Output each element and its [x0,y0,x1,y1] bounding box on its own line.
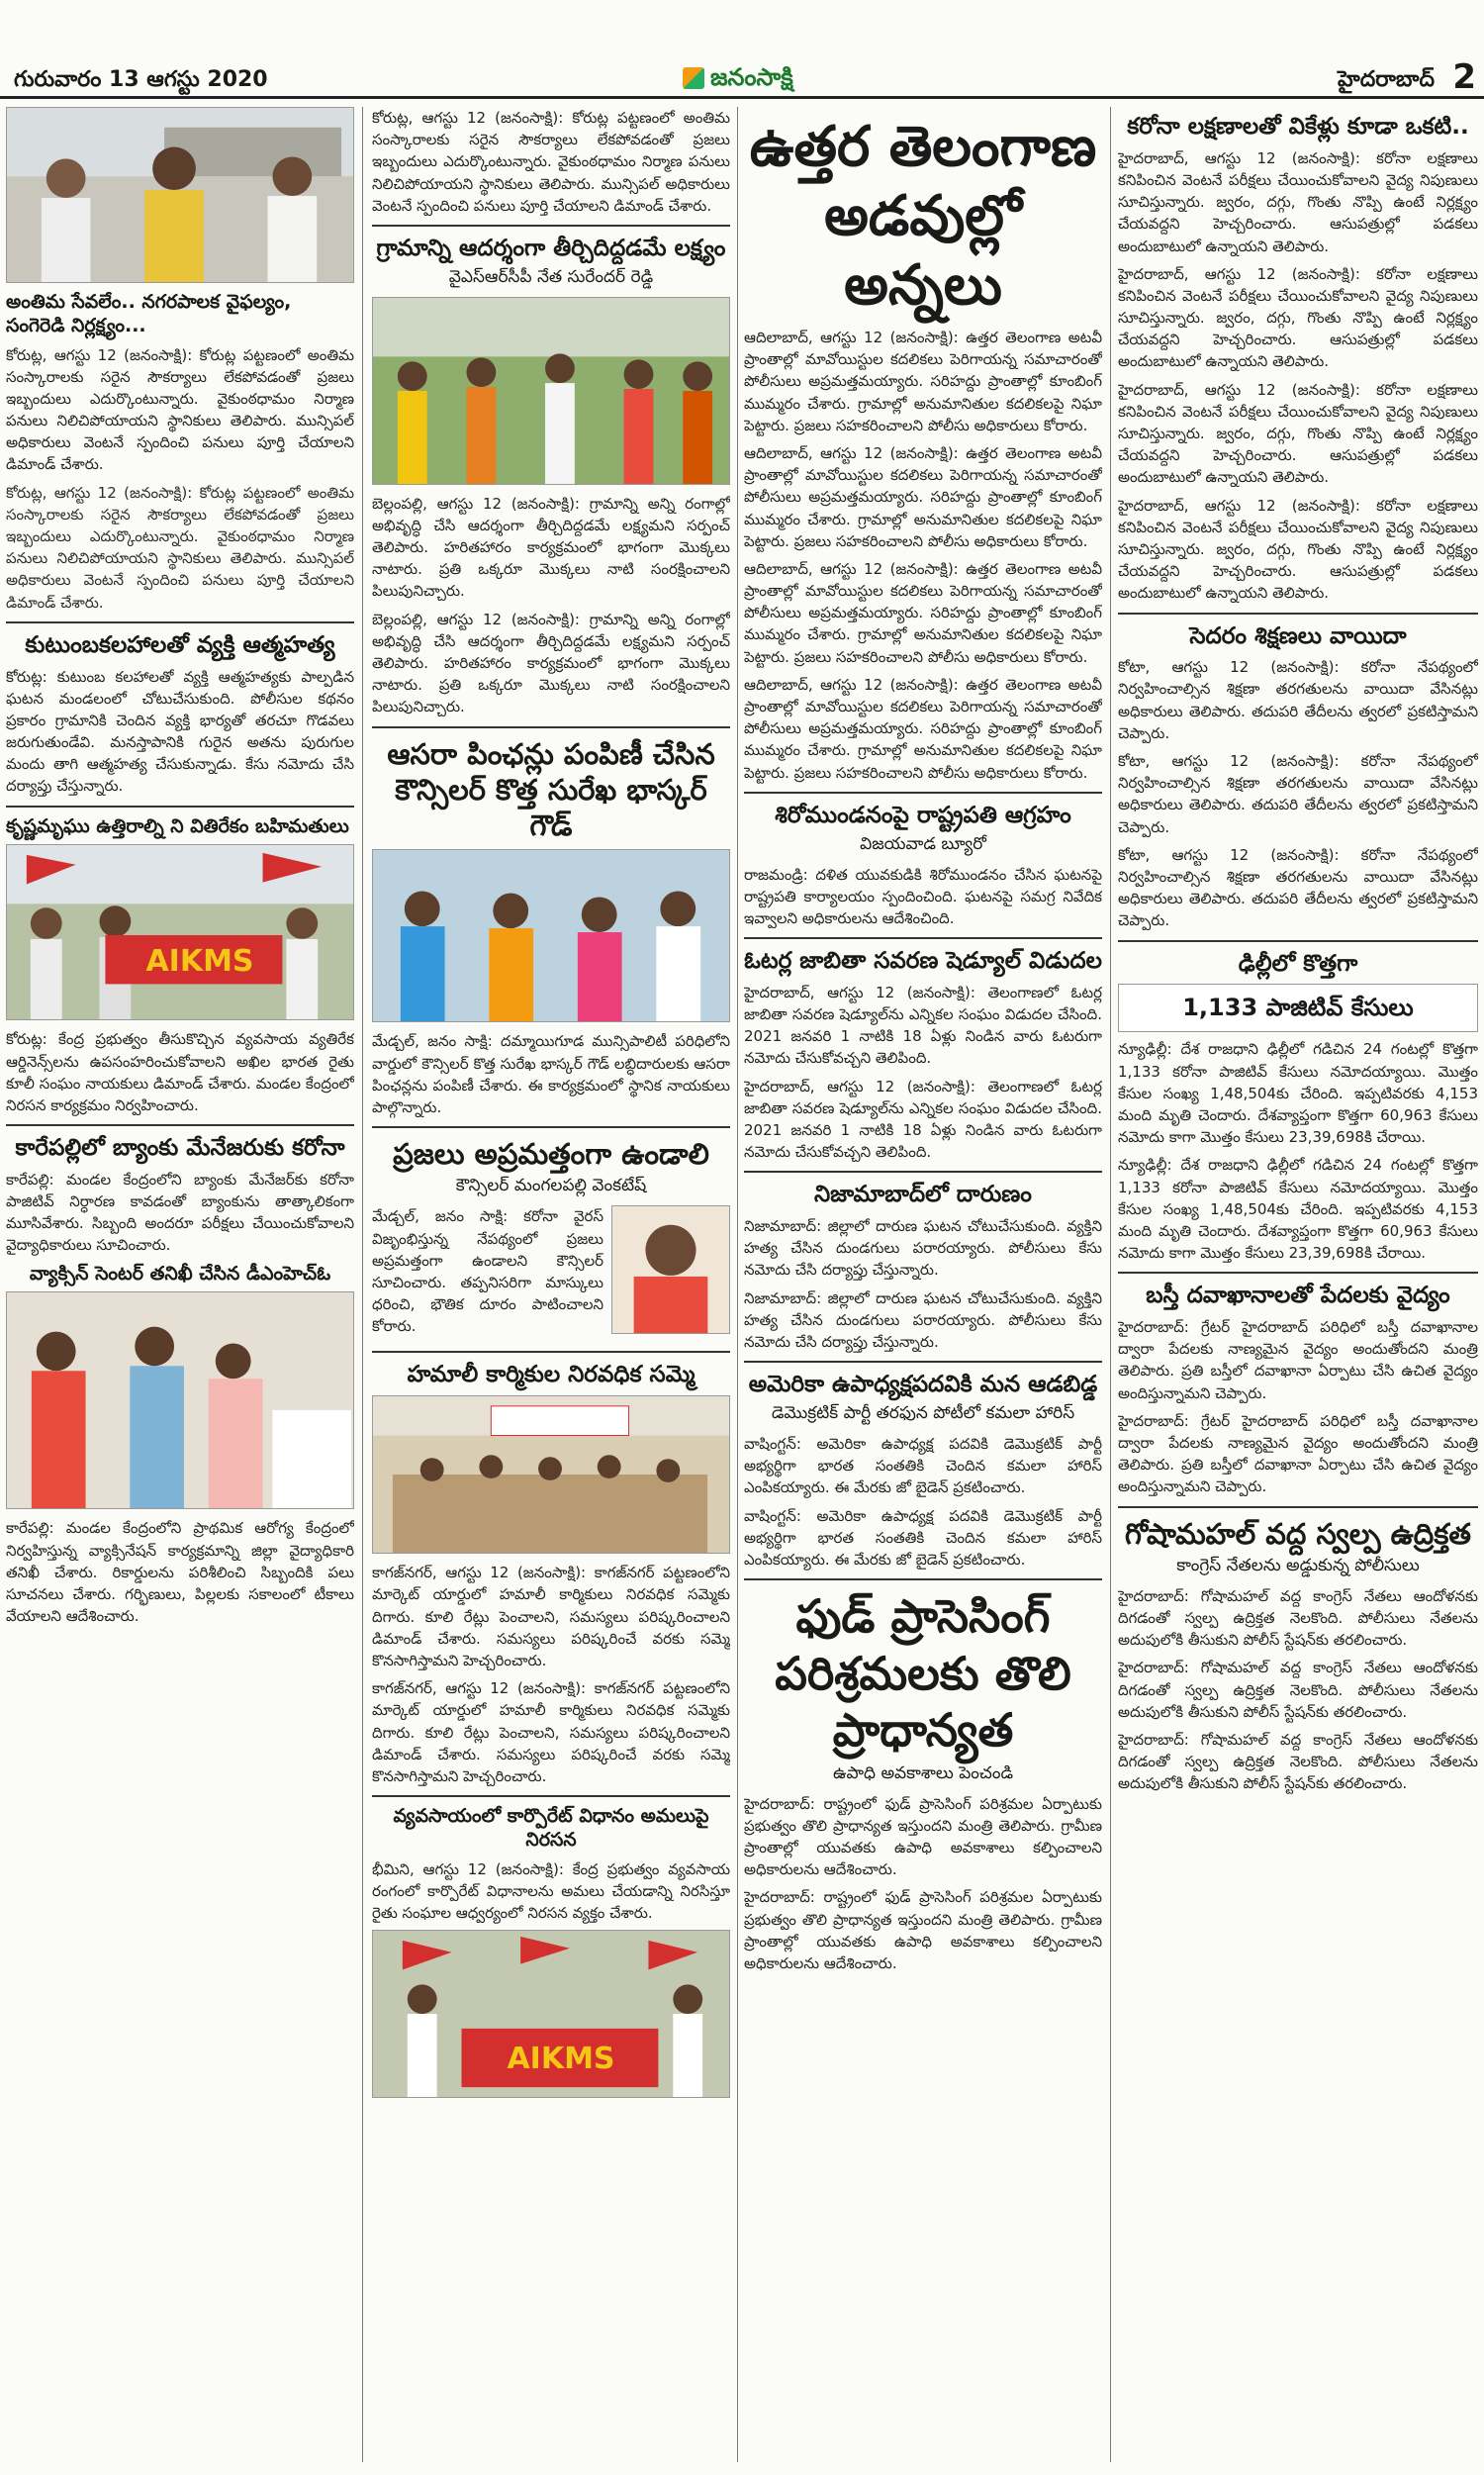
headline: కుటుంబకలహాలతో వ్యక్తి ఆత్మహత్య [25,631,335,658]
headline: సెదరం శిక్షణలు వాయిదా [1189,622,1407,649]
article-body: కోరుట్ల, ఆగస్టు 12 (జనంసాక్షి): కోరుట్ల పట్టణంలో అంతిమ సంస్కారాలకు సరైన సౌకర్యాలు లేకపోవడంతో ప్రజలు ఇబ్బందులు ఎదుర్కొంటున్నారు. వైకుంఠధామం నిర్మాణ పనులు నిలిచిపోయాయని స్థానికులు తెలిపారు. మున్సిపల్ అధికారులు వెంటనే స్పందించి పనులు పూర్తి చేయాలని డిమాండ్ చేశారు. [6,483,354,612]
headline: ఓటర్ల జాబితా సవరణ షెడ్యూల్ విడుదల [744,948,1102,975]
photo-aikms-protest [6,844,354,1020]
headline: వ్యవసాయంలో కార్పొరేట్ విధానం అమలుపై నిరసన [393,1805,709,1851]
headline: హమాలీ కార్మికుల నిరవధిక సమ్మె [407,1362,696,1388]
aikms-banner: AIKMS [507,2042,615,2077]
photo-aikms-farmers [372,1930,730,2098]
column-2 [372,107,730,2462]
article-body: న్యూఢిల్లీ: దేశ రాజధాని ఢిల్లీలో గడిచిన 24 గంటల్లో కొత్తగా 1,133 కరోనా పాజిటివ్ కేసులు నమోదయ్యాయి. మొత్తం కేసుల సంఖ్య 1,48,504కు చేరింది. ఇప్పటివరకు 4,153 మంది మృతి చెందారు. దేశవ్యాప్తంగా కొత్తగా 60,963 కేసులు నమోదు కాగా మొత్తం కేసులు 23,39,698కి చేరాయి. [1118,1156,1478,1263]
headline: ఆసరా పింఛన్లు పంపిణీ చేసిన కౌన్సిలర్ కొత్త సురేఖ భాస్కర్ గౌడ్ [387,736,715,843]
article-body: ఆదిలాబాద్, ఆగస్టు 12 (జనంసాక్షి): ఉత్తర తెలంగాణ అటవీ ప్రాంతాల్లో మావోయిస్టుల కదలికలు పెరిగాయన్న సమాచారంతో పోలీసులు అప్రమత్తమయ్యారు. సరిహద్దు ప్రాంతాల్లో కూంబింగ్ ముమ్మరం చేశారు. గ్రామాల్లో అనుమానితుల కదలికలపై నిఘా పెట్టారు. ప్రజలు సహకరించాలని పోలీసు అధికారులు కోరారు. [744,443,1102,550]
column-1 [6,107,354,2462]
divider [1118,1272,1478,1274]
article-body: కోరుట్ల, ఆగస్టు 12 (జనంసాక్షి): కోరుట్ల పట్టణంలో అంతిమ సంస్కారాలకు సరైన సౌకర్యాలు లేకపోవడంతో ప్రజలు ఇబ్బందులు ఎదుర్కొంటున్నారు. వైకుంఠధామం నిర్మాణ పనులు నిలిచిపోయాయని స్థానికులు తెలిపారు. మున్సిపల్ అధికారులు వెంటనే స్పందించి పనులు పూర్తి చేయాలని డిమాండ్ చేశారు. [6,345,354,474]
photo-pension-distribution [372,849,730,1022]
article-body: నిజామాబాద్: జిల్లాలో దారుణ ఘటన చోటుచేసుకుంది. వ్యక్తిని హత్య చేసిన దుండగులు పరారయ్యారు. పోలీసులు కేసు నమోదు చేసి దర్యాప్తు చేస్తున్నారు. [744,1217,1102,1280]
masthead [0,0,1484,99]
article-body: హైదరాబాద్: రాష్ట్రంలో ఫుడ్ ప్రాసెసింగ్ పరిశ్రమల ఏర్పాటుకు ప్రభుత్వం తొలి ప్రాధాన్యత ఇస్తుందని మంత్రి తెలిపారు. గ్రామీణ ప్రాంతాల్లో యువతకు ఉపాధి అవకాశాలు కల్పించాలని అధికారులను ఆదేశించారు. [744,1794,1102,1879]
headline: అమెరికా ఉపాధ్యక్షపదవికి మన ఆడబిడ్డ [748,1372,1098,1398]
article-body: కోరుట్ల: కుటుంబ కలహాలతో వ్యక్తి ఆత్మహత్యకు పాల్పడిన ఘటన మండలంలో చోటుచేసుకుంది. పోలీసుల కథనం ప్రకారం గ్రామానికి చెందిన వ్యక్తి భార్యతో తరచూ గొడవలు జరుగుతుండేవి. మనస్తాపానికి గురైన అతను పురుగుల మందు తాగి ఆత్మహత్య చేసుకున్నాడు. కేసు నమోదు చేసి దర్యాప్తు చేస్తున్నారు. [6,667,354,796]
article-body: కోటా, ఆగస్టు 12 (జనంసాక్షి): కరోనా నేపథ్యంలో నిర్వహించాల్సిన శిక్షణా తరగతులను వాయిదా వేసినట్లు అధికారులు తెలిపారు. తదుపరి తేదీలను త్వరలో ప్రకటిస్తామని చెప్పారు. [1118,752,1478,836]
headline: కృష్ణమృఘు ఉత్తిరాల్ని ని వితిరేకం బహిమతులు [6,814,349,837]
article-body: హైదరాబాద్, ఆగస్టు 12 (జనంసాక్షి): కరోనా లక్షణాలు కనిపించిన వెంటనే పరీక్షలు చేయించుకోవాలని వైద్య నిపుణులు సూచిస్తున్నారు. జ్వరం, దగ్గు, గొంతు నొప్పి ఉంటే నిర్లక్ష్యం చేయవద్దని హెచ్చరించారు. ఆసుపత్రుల్లో పడకలు అందుబాటులో ఉన్నాయని తెలిపారు. [1118,380,1478,487]
column-4 [1118,107,1478,2462]
headline-large: ఫుడ్ ప్రాసెసింగ్ పరిశ్రమలకు తొలి ప్రాధాన్యత [775,1589,1071,1758]
article-body: హైదరాబాద్, ఆగస్టు 12 (జనంసాక్షి): కరోనా లక్షణాలు కనిపించిన వెంటనే పరీక్షలు చేయించుకోవాలని వైద్య నిపుణులు సూచిస్తున్నారు. జ్వరం, దగ్గు, గొంతు నొప్పి ఉంటే నిర్లక్ష్యం చేయవద్దని హెచ్చరించారు. ఆసుపత్రుల్లో పడకలు అందుబాటులో ఉన్నాయని తెలిపారు. [1118,264,1478,371]
subheadline: కౌన్సిలర్ మంగలపల్లి వెంకటేష్ [455,1176,647,1196]
photo-hamali-strike [372,1395,730,1554]
headline: వ్యాక్సిన్ సెంటర్ తనిఖీ చేసిన డీఎంహెచ్ఓ [29,1262,331,1285]
article-body: హైదరాబాద్: గ్రేటర్ హైదరాబాద్ పరిధిలో బస్తీ దవాఖానాల ద్వారా పేదలకు నాణ్యమైన వైద్యం అందుతోందని మంత్రి తెలిపారు. ప్రతి బస్తీలో దవాఖానా ఏర్పాటు చేసి ఉచిత వైద్యం అందిస్తున్నామని చెప్పారు. [1118,1411,1478,1496]
edition-city: హైదరాబాద్ [1338,67,1435,92]
headline: ప్రజలు అప్రమత్తంగా ఉండాలి [393,1137,709,1172]
article-body: కారేపల్లి: మండల కేంద్రంలోని ప్రాథమిక ఆరోగ్య కేంద్రంలో నిర్వహిస్తున్న వ్యాక్సినేషన్ కార్యక్రమాన్ని జిల్లా వైద్యాధికారి తనిఖీ చేశారు. రికార్డులను పరిశీలించి సిబ్బందికి పలు సూచనలు చేశారు. గర్భిణులు, పిల్లలకు సకాలంలో టీకాలు వేయాలని ఆదేశించారు. [6,1519,354,1626]
article-body: హైదరాబాద్, ఆగస్టు 12 (జనంసాక్షి): తెలంగాణలో ఓటర్ల జాబితా సవరణ షెడ్యూల్‌ను ఎన్నికల సంఘం విడుదల చేసింది. 2021 జనవరి 1 నాటికి 18 ఏళ్లు నిండిన వారు ఓటరుగా నమోదు చేసుకోవచ్చని తెలిపింది. [744,1077,1102,1162]
article-body: కారేపల్లి: మండల కేంద్రంలోని బ్యాంకు మేనేజర్‌కు కరోనా పాజిటివ్ నిర్ధారణ కావడంతో బ్యాంకును తాత్కాలికంగా మూసివేశారు. సిబ్బంది అందరూ పరీక్షలు చేయించుకోవాలని వైద్యాధికారులు సూచించారు. [6,1170,354,1255]
column-rule [737,107,738,2462]
divider [1118,940,1478,942]
article-body: మేడ్చల్, జనం సాక్షి: కరోనా వైరస్ విజృంభిస్తున్న నేపథ్యంలో ప్రజలు అప్రమత్తంగా ఉండాలని కౌన్సిలర్ సూచించారు. తప్పనిసరిగా మాస్కులు ధరించి, భౌతిక దూరం పాటించాలని కోరారు. [372,1207,603,1336]
article-body: మేడ్చల్, జనం సాక్షి: దమ్మాయిగూడ మున్సిపాలిటీ పరిధిలోని వార్డులో కౌన్సిలర్ కొత్త సురేఖ భాస్కర్ గౌడ్ లబ్ధిదారులకు ఆసరా పింఛన్లను పంపిణీ చేశారు. ఈ కార్యక్రమంలో స్థానిక నాయకులు పాల్గొన్నారు. [372,1032,730,1116]
photo-officials-at-site [6,107,354,283]
headline: నిజామాబాద్‌లో దారుణం [814,1182,1032,1208]
divider [744,792,1102,794]
aikms-banner: AIKMS [145,944,254,980]
headline: గోషామహల్ వద్ద స్వల్ప ఉద్రిక్తత [1125,1516,1471,1551]
divider [6,806,354,808]
logo-icon [683,67,704,89]
headline: ఢిల్లీలో కొత్తగా [1238,950,1358,977]
article-body: న్యూఢిల్లీ: దేశ రాజధాని ఢిల్లీలో గడిచిన 24 గంటల్లో కొత్తగా 1,133 కరోనా పాజిటివ్ కేసులు నమోదయ్యాయి. మొత్తం కేసుల సంఖ్య 1,48,504కు చేరింది. ఇప్పటివరకు 4,153 మంది మృతి చెందారు. దేశవ్యాప్తంగా కొత్తగా 60,963 కేసులు నమోదు కాగా మొత్తం కేసులు 23,39,698కి చేరాయి. [1118,1040,1478,1147]
divider [372,1351,730,1353]
headline: కరోనా లక్షణాలతో వికేళ్లు కూడా ఒకటి.. [1127,114,1469,140]
divider [744,1578,1102,1580]
article-body: భీమిని, ఆగస్టు 12 (జనంసాక్షి): కేంద్ర ప్రభుత్వం వ్యవసాయ రంగంలో కార్పొరేట్ విధానాలను అమలు చేయడాన్ని నిరసిస్తూ రైతు సంఘాల ఆధ్వర్యంలో నిరసన వ్యక్తం చేశారు. [372,1859,730,1922]
article-body: బెల్లంపల్లి, ఆగస్టు 12 (జనంసాక్షి): గ్రామాన్ని అన్ని రంగాల్లో అభివృద్ధి చేసి ఆదర్శంగా తీర్చిదిద్దడమే లక్ష్యమని సర్పంచ్ తెలిపారు. హరితహారం కార్యక్రమంలో భాగంగా మొక్కలు నాటారు. ప్రతి ఒక్కరూ మొక్కలు నాటి సంరక్షించాలని పిలుపునిచ్చారు. [372,610,730,716]
article-body: హైదరాబాద్: రాష్ట్రంలో ఫుడ్ ప్రాసెసింగ్ పరిశ్రమల ఏర్పాటుకు ప్రభుత్వం తొలి ప్రాధాన్యత ఇస్తుందని మంత్రి తెలిపారు. గ్రామీణ ప్రాంతాల్లో యువతకు ఉపాధి అవకాశాలు కల్పించాలని అధికారులను ఆదేశించారు. [744,1888,1102,1972]
divider [372,1126,730,1128]
headline: శిరోముండనంపై రాష్ట్రపతి ఆగ్రహం [775,802,1071,828]
article-body: రాజమండ్రి: దళిత యువకుడికి శిరోముండనం చేసిన ఘటనపై రాష్ట్రపతి కార్యాలయం స్పందించింది. ఘటనపై సమగ్ర నివేదిక ఇవ్వాలని అధికారులను ఆదేశించింది. [744,865,1102,927]
photo-vaccination-center [6,1291,354,1509]
column-rule [1110,107,1111,2462]
headline: కారేపల్లిలో బ్యాంకు మేనేజరుకు కరోనా [15,1135,345,1162]
divider [1118,613,1478,615]
column-3 [744,107,1102,2462]
article-body: బెల్లంపల్లి, ఆగస్టు 12 (జనంసాక్షి): గ్రామాన్ని అన్ని రంగాల్లో అభివృద్ధి చేసి ఆదర్శంగా తీర్చిదిద్దడమే లక్ష్యమని సర్పంచ్ తెలిపారు. హరితహారం కార్యక్రమంలో భాగంగా మొక్కలు నాటారు. ప్రతి ఒక్కరూ మొక్కలు నాటి సంరక్షించాలని పిలుపునిచ్చారు. [372,494,730,601]
divider [6,621,354,623]
article-body: ఆదిలాబాద్, ఆగస్టు 12 (జనంసాక్షి): ఉత్తర తెలంగాణ అటవీ ప్రాంతాల్లో మావోయిస్టుల కదలికలు పెరిగాయన్న సమాచారంతో పోలీసులు అప్రమత్తమయ్యారు. సరిహద్దు ప్రాంతాల్లో కూంబింగ్ ముమ్మరం చేశారు. గ్రామాల్లో అనుమానితుల కదలికలపై నిఘా పెట్టారు. ప్రజలు సహకరించాలని పోలీసు అధికారులు కోరారు. [744,559,1102,666]
article-body: కోటా, ఆగస్టు 12 (జనంసాక్షి): కరోనా నేపథ్యంలో నిర్వహించాల్సిన శిక్షణా తరగతులను వాయిదా వేసినట్లు అధికారులు తెలిపారు. తదుపరి తేదీలను త్వరలో ప్రకటిస్తామని చెప్పారు. [1118,845,1478,930]
subheadline: ఉపాధి అవకాశాలు పెంచండి [832,1762,1014,1783]
divider [372,225,730,227]
divider [372,726,730,728]
page-number: 2 [1452,57,1476,97]
divider [744,1171,1102,1173]
photo-councillor-portrait [611,1205,730,1334]
article-body: కాగజ్‌నగర్, ఆగస్టు 12 (జనంసాక్షి): కాగజ్‌నగర్ పట్టణంలోని మార్కెట్ యార్డులో హమాలీ కార్మికులు నిరవధిక సమ్మెకు దిగారు. కూలి రేట్లు పెంచాలని, సమస్యలు పరిష్కరించాలని డిమాండ్ చేశారు. సమస్యలు పరిష్కరించే వరకు సమ్మె కొనసాగిస్తామని హెచ్చరించారు. [372,1679,730,1785]
divider [744,1361,1102,1363]
article-body: కోరుట్ల: కేంద్ర ప్రభుత్వం తీసుకొచ్చిన వ్యవసాయ వ్యతిరేక ఆర్డినెన్స్‌లను ఉపసంహరించుకోవాలని అఖిల భారత రైతు కూలీ సంఘం నాయకులు డిమాండ్ చేశారు. మండల కేంద్రంలో నిరసన కార్యక్రమం నిర్వహించారు. [6,1030,354,1114]
article-body: కోటా, ఆగస్టు 12 (జనంసాక్షి): కరోనా నేపథ్యంలో నిర్వహించాల్సిన శిక్షణా తరగతులను వాయిదా వేసినట్లు అధికారులు తెలిపారు. తదుపరి తేదీలను త్వరలో ప్రకటిస్తామని చెప్పారు. [1118,658,1478,742]
article-body: వాషింగ్టన్: అమెరికా ఉపాధ్యక్ష పదవికి డెమొక్రటిక్ పార్టీ అభ్యర్థిగా భారత సంతతికి చెందిన కమలా హారిస్ ఎంపికయ్యారు. ఈ మేరకు జో బైడెన్ ప్రకటించారు. [744,1434,1102,1497]
subheadline: కాంగ్రెస్ నేతలను అడ్డుకున్న పోలీసులు [1176,1555,1420,1575]
article-body: హైదరాబాద్: గ్రేటర్ హైదరాబాద్ పరిధిలో బస్తీ దవాఖానాల ద్వారా పేదలకు నాణ్యమైన వైద్యం అందుతోందని మంత్రి తెలిపారు. ప్రతి బస్తీలో దవాఖానా ఏర్పాటు చేసి ఉచిత వైద్యం అందిస్తున్నామని చెప్పారు. [1118,1318,1478,1402]
headline: గ్రామాన్ని ఆదర్శంగా తీర్చిదిద్దడమే లక్ష్యం [376,235,726,261]
article-body: హైదరాబాద్: గోషామహల్ వద్ద కాంగ్రెస్ నేతలు ఆందోళనకు దిగడంతో స్వల్ప ఉద్రిక్తత నెలకొంది. పోలీసులు నేతలను అదుపులోకి తీసుకుని పోలీస్ స్టేషన్‌కు తరలించారు. [1118,1586,1478,1650]
highlight-count: 1,133 పాజిటివ్ కేసులు [1118,984,1478,1032]
article-body: కోరుట్ల, ఆగస్టు 12 (జనంసాక్షి): కోరుట్ల పట్టణంలో అంతిమ సంస్కారాలకు సరైన సౌకర్యాలు లేకపోవడంతో ప్రజలు ఇబ్బందులు ఎదుర్కొంటున్నారు. వైకుంఠధామం నిర్మాణ పనులు నిలిచిపోయాయని స్థానికులు తెలిపారు. మున్సిపల్ అధికారులు వెంటనే స్పందించి పనులు పూర్తి చేయాలని డిమాండ్ చేశారు. [372,109,730,215]
article-body: హైదరాబాద్, ఆగస్టు 12 (జనంసాక్షి): తెలంగాణలో ఓటర్ల జాబితా సవరణ షెడ్యూల్‌ను ఎన్నికల సంఘం విడుదల చేసింది. 2021 జనవరి 1 నాటికి 18 ఏళ్లు నిండిన వారు ఓటరుగా నమోదు చేసుకోవచ్చని తెలిపింది. [744,983,1102,1068]
divider [372,1795,730,1797]
divider [6,1124,354,1126]
headline: అంతిమ సేవలేం.. నగరపాలక వైఫల్యం, సంగెరెడి నిర్లక్ష్యం... [6,291,292,336]
article-body: హైదరాబాద్, ఆగస్టు 12 (జనంసాక్షి): కరోనా లక్షణాలు కనిపించిన వెంటనే పరీక్షలు చేయించుకోవాలని వైద్య నిపుణులు సూచిస్తున్నారు. జ్వరం, దగ్గు, గొంతు నొప్పి ఉంటే నిర్లక్ష్యం చేయవద్దని హెచ్చరించారు. ఆసుపత్రుల్లో పడకలు అందుబాటులో ఉన్నాయని తెలిపారు. [1118,496,1478,603]
article-body: కాగజ్‌నగర్, ఆగస్టు 12 (జనంసాక్షి): కాగజ్‌నగర్ పట్టణంలోని మార్కెట్ యార్డులో హమాలీ కార్మికులు నిరవధిక సమ్మెకు దిగారు. కూలి రేట్లు పెంచాలని, సమస్యలు పరిష్కరించాలని డిమాండ్ చేశారు. సమస్యలు పరిష్కరించే వరకు సమ్మె కొనసాగిస్తామని హెచ్చరించారు. [372,1564,730,1669]
divider [1118,1506,1478,1508]
article-body: హైదరాబాద్: గోషామహల్ వద్ద కాంగ్రెస్ నేతలు ఆందోళనకు దిగడంతో స్వల్ప ఉద్రిక్తత నెలకొంది. పోలీసులు నేతలను అదుపులోకి తీసుకుని పోలీస్ స్టేషన్‌కు తరలించారు. [1118,1659,1478,1721]
photo-tree-planting [372,297,730,485]
article-body: ఆదిలాబాద్, ఆగస్టు 12 (జనంసాక్షి): ఉత్తర తెలంగాణ అటవీ ప్రాంతాల్లో మావోయిస్టుల కదలికలు పెరిగాయన్న సమాచారంతో పోలీసులు అప్రమత్తమయ్యారు. సరిహద్దు ప్రాంతాల్లో కూంబింగ్ ముమ్మరం చేశారు. గ్రామాల్లో అనుమానితుల కదలికలపై నిఘా పెట్టారు. ప్రజలు సహకరించాలని పోలీసు అధికారులు కోరారు. [744,329,1102,434]
subheadline: విజయవాడ బ్యూరో [860,833,986,854]
article-body: హైదరాబాద్, ఆగస్టు 12 (జనంసాక్షి): కరోనా లక్షణాలు కనిపించిన వెంటనే పరీక్షలు చేయించుకోవాలని వైద్య నిపుణులు సూచిస్తున్నారు. జ్వరం, దగ్గు, గొంతు నొప్పి ఉంటే నిర్లక్ష్యం చేయవద్దని హెచ్చరించారు. ఆసుపత్రుల్లో పడకలు అందుబాటులో ఉన్నాయని తెలిపారు. [1118,148,1478,255]
column-rule [362,107,363,2462]
divider [744,937,1102,939]
article-body: హైదరాబాద్: గోషామహల్ వద్ద కాంగ్రెస్ నేతలు ఆందోళనకు దిగడంతో స్వల్ప ఉద్రిక్తత నెలకొంది. పోలీసులు నేతలను అదుపులోకి తీసుకుని పోలీస్ స్టేషన్‌కు తరలించారు. [1118,1730,1478,1793]
logo-text: జనంసాక్షి [710,63,793,91]
article-body: వాషింగ్టన్: అమెరికా ఉపాధ్యక్ష పదవికి డెమొక్రటిక్ పార్టీ అభ్యర్థిగా భారత సంతతికి చెందిన కమలా హారిస్ ఎంపికయ్యారు. ఈ మేరకు జో బైడెన్ ప్రకటించారు. [744,1506,1102,1569]
edition-date: గురువారం 13 ఆగస్టు 2020 [14,67,268,92]
headline: బస్తీ దవాఖానాలతో పేదలకు వైద్యం [1146,1283,1450,1309]
lead-headline: ఉత్తర తెలంగాణ అడవుల్లో అన్నలు [749,115,1097,318]
newspaper-logo [683,63,793,97]
subheadline: వైఎస్ఆర్‌సీపీ నేత సురేందర్ రెడ్డి [448,266,654,287]
subheadline: డెమొక్రటిక్ పార్టీ తరఫున పోటీలో కమలా హారిస్ [771,1402,1075,1423]
article-with-portrait [372,1205,730,1343]
article-body: నిజామాబాద్: జిల్లాలో దారుణ ఘటన చోటుచేసుకుంది. వ్యక్తిని హత్య చేసిన దుండగులు పరారయ్యారు. పోలీసులు కేసు నమోదు చేసి దర్యాప్తు చేస్తున్నారు. [744,1288,1102,1351]
article-body: ఆదిలాబాద్, ఆగస్టు 12 (జనంసాక్షి): ఉత్తర తెలంగాణ అటవీ ప్రాంతాల్లో మావోయిస్టుల కదలికలు పెరిగాయన్న సమాచారంతో పోలీసులు అప్రమత్తమయ్యారు. సరిహద్దు ప్రాంతాల్లో కూంబింగ్ ముమ్మరం చేశారు. గ్రామాల్లో అనుమానితుల కదలికలపై నిఘా పెట్టారు. ప్రజలు సహకరించాలని పోలీసు అధికారులు కోరారు. [744,675,1102,782]
